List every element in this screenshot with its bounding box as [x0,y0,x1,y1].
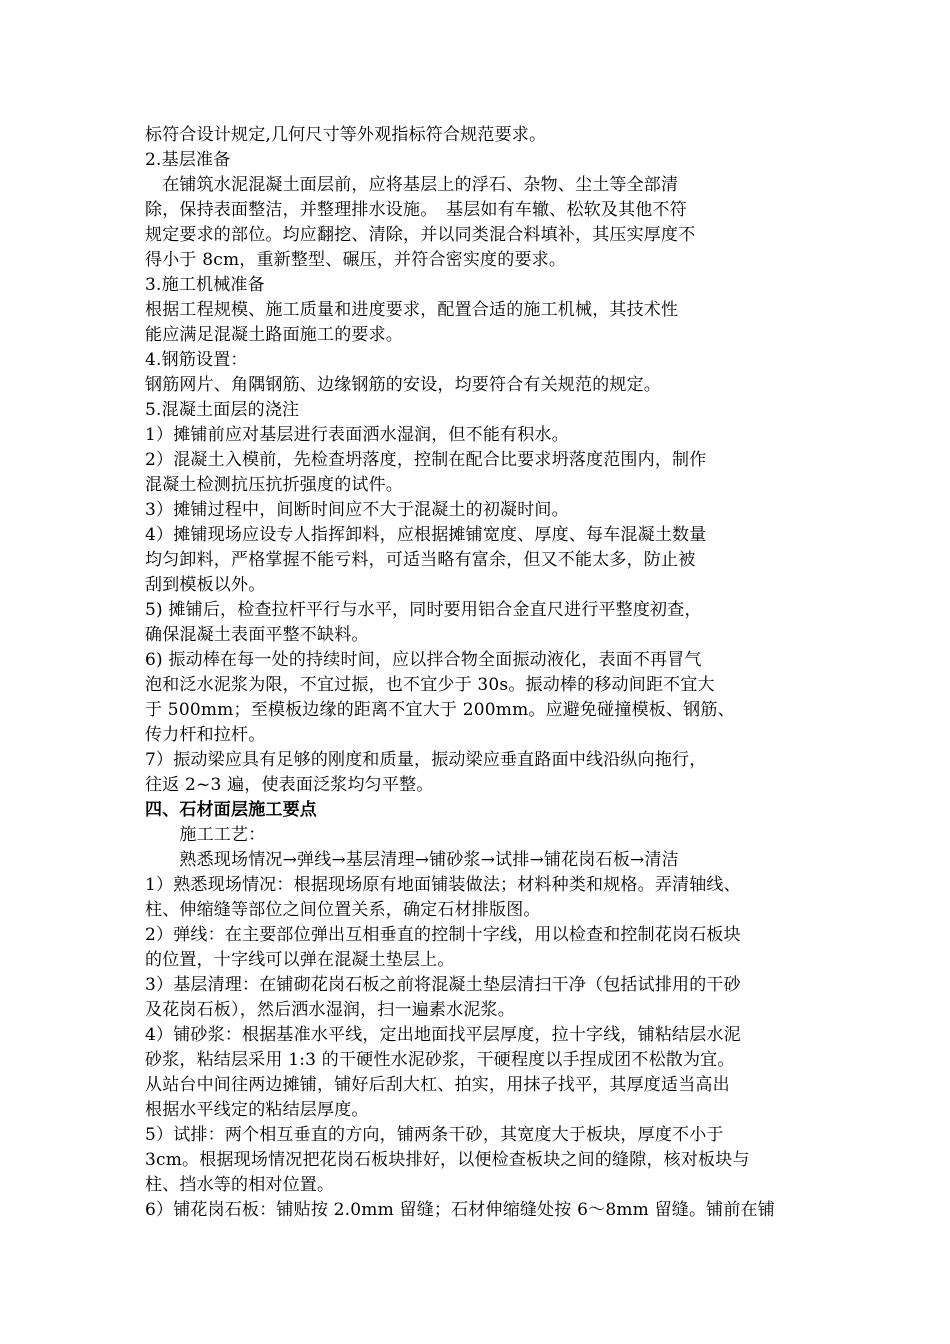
text-line: 柱、挡水等的相对位置。 [145,1175,335,1195]
text-line: 施工工艺： [145,825,266,845]
text-line: 7）振动梁应具有足够的刚度和质量，振动梁应垂直路面中线沿纵向拖行， [145,750,707,770]
process-flow: 熟悉现场情况→弹线→基层清理→铺砂浆→试排→铺花岗石板→清洁 [145,850,679,870]
text-line: 1）熟悉现场情况：根据现场原有地面铺装做法；材料种类和规格。弄清轴线、 [145,875,741,895]
text-line: 均匀卸料，严格掌握不能亏料，可适当略有富余，但又不能太多，防止被 [145,550,696,570]
text-line: 4）摊铺现场应设专人指挥卸料，应根据摊铺宽度、厚度、每车混凝土数量 [145,525,707,545]
text-line: 于 500mm；至模板边缘的距离不宜大于 200mm。应避免碰撞模板、钢筋、 [145,700,735,720]
text-line: 往返 2~3 遍，使表面泛浆均匀平整。 [145,775,434,795]
text-line: 3）基层清理：在铺砌花岗石板之前将混凝土垫层清扫干净（包括试排用的干砂 [145,975,741,995]
text-line: 确保混凝土表面平整不缺料。 [145,625,369,645]
text-line: 根据工程规模、施工质量和进度要求，配置合适的施工机械，其技术性 [145,300,679,320]
text-line: 4）铺砂浆：根据基准水平线，定出地面找平层厚度，拉十字线，铺粘结层水泥 [145,1025,741,1045]
section-heading: 4.钢筋设置： [145,350,248,370]
text-line: 在铺筑水泥混凝土面层前，应将基层上的浮石、杂物、尘土等全部清 [145,175,679,195]
text-line: 得小于 8cm，重新整型、碾压，并符合密实度的要求。 [145,250,567,270]
text-line: 5）试排：两个相互垂直的方向，铺两条干砂，其宽度大于板块，厚度不小于 [145,1125,724,1145]
text-line: 2）混凝土入模前，先检查坍落度，控制在配合比要求坍落度范围内，制作 [145,450,707,470]
text-line: 砂浆，粘结层采用 1:3 的干硬性水泥砂浆，干硬程度以手捏成团不松散为宜。 [145,1050,735,1070]
text-line: 3）摊铺过程中，间断时间应不大于混凝土的初凝时间。 [145,500,569,520]
text-line: 规定要求的部位。均应翻挖、清除，并以同类混合料填补，其压实厚度不 [145,225,696,245]
chapter-heading: 四、石材面层施工要点 [145,800,317,820]
text-line: 混凝土检测抗压抗折强度的试件。 [145,475,403,495]
text-line: 柱、伸缩缝等部位之间位置关系，确定石材排版图。 [145,900,541,920]
text-line: 传力杆和拉杆。 [145,725,266,745]
text-line: 及花岗石板），然后洒水湿润，扫一遍素水泥浆。 [145,1000,515,1020]
section-heading: 2.基层准备 [145,150,231,170]
section-heading: 5.混凝土面层的浇注 [145,400,300,420]
text-line: 3cm。根据现场情况把花岗石板块排好，以便检查板块之间的缝隙，核对板块与 [145,1150,750,1170]
text-line: 6）铺花岗石板：铺贴按 2.0mm 留缝；石材伸缩缝处按 6～8mm 留缝。铺前在铺 [145,1200,775,1220]
text-line: 的位置，十字线可以弹在混凝土垫层上。 [145,950,455,970]
text-line: 能应满足混凝土路面施工的要求。 [145,325,403,345]
text-line: 从站台中间往两边摊铺，铺好后刮大杠、拍实，用抹子找平，其厚度适当高出 [145,1075,730,1095]
text-line: 泡和泛水泥浆为限，不宜过振，也不宜少于 30s。振动棒的移动间距不宜大 [145,675,715,695]
text-line: 根据水平线定的粘结层厚度。 [145,1100,369,1120]
text-line: 1）摊铺前应对基层进行表面洒水湿润，但不能有积水。 [145,425,569,445]
text-line: 2）弹线：在主要部位弹出互相垂直的控制十字线，用以检查和控制花岗石板块 [145,925,741,945]
text-line: 刮到模板以外。 [145,575,266,595]
text-line: 5) 摊铺后，检查拉杆平行与水平，同时要用铝合金直尺进行平整度初查， [145,600,702,620]
text-line: 标符合设计规定,几何尺寸等外观指标符合规范要求。 [145,125,547,145]
section-heading: 3.施工机械准备 [145,275,265,295]
text-line: 钢筋网片、角隅钢筋、边缘钢筋的安设，均要符合有关规范的规定。 [145,375,661,395]
text-line: 除，保持表面整洁，并整理排水设施。 基层如有车辙、松软及其他不符 [145,200,687,220]
text-line: 6) 振动棒在每一处的持续时间，应以拌合物全面振动液化，表面不再冒气 [145,650,702,670]
